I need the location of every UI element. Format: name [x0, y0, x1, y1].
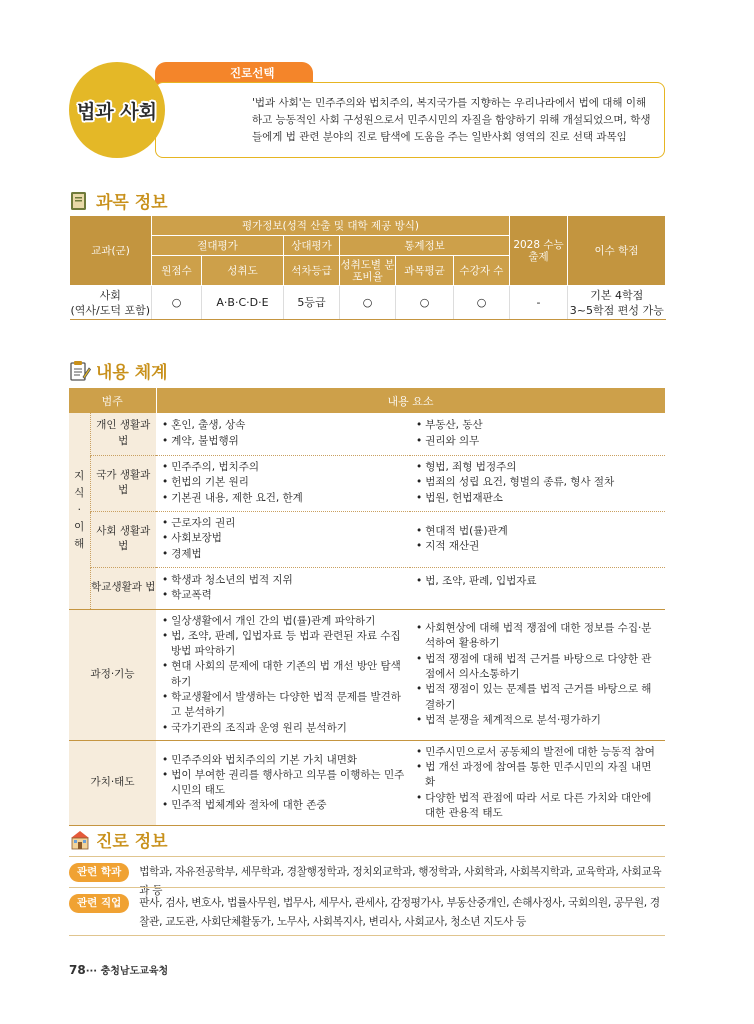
cell-group: 사회 (역사/도덕 포함)	[70, 286, 152, 320]
table-row	[69, 511, 665, 567]
dept-text: 법학과, 자유전공학부, 세무학과, 경찰행정학과, 정치외교학과, 행정학과, 사회학과, 사회복지학과, 교육학과, 사회교육과 등	[139, 866, 662, 897]
cell-suneung: -	[510, 286, 568, 320]
header-elements: 내용 요소	[156, 388, 665, 413]
section-title: 내용 체계	[96, 363, 168, 383]
row-right: • 현대적 법(률)관계 • 지적 재산권	[410, 511, 665, 567]
cell-count: ○	[454, 286, 510, 320]
table-row	[69, 413, 665, 455]
row-label: 개인 생활과 법	[90, 413, 156, 455]
header-relative: 상대평가	[284, 236, 340, 256]
table-row	[69, 740, 665, 825]
header-achieve: 성취도	[202, 256, 284, 286]
subject-header	[69, 58, 669, 160]
header-stats: 통계정보	[340, 236, 510, 256]
book-icon	[69, 190, 89, 212]
cell-raw: ○	[152, 286, 202, 320]
row-label: 가치·태도	[69, 740, 156, 825]
divider	[69, 856, 665, 857]
header-credit: 이수 학점	[568, 216, 666, 286]
content-table	[69, 388, 666, 826]
row-right: • 형법, 죄형 법정주의 • 범죄의 성립 요건, 형벌의 종류, 형사 절차 • 법원, 헌법재판소	[410, 455, 665, 511]
school-icon	[69, 829, 89, 851]
page-footer	[69, 962, 168, 977]
knowledge-label: 지식·이해	[69, 413, 90, 609]
divider	[69, 887, 665, 888]
row-label: 사회 생활과 법	[90, 511, 156, 567]
row-label: 국가 생활과 법	[90, 455, 156, 511]
related-jobs	[69, 894, 665, 932]
row-label: 학교생활과 법	[90, 567, 156, 609]
section-career	[69, 827, 168, 852]
notepad-icon	[69, 360, 89, 382]
row-right: • 법, 조약, 판례, 입법자료	[410, 567, 665, 609]
job-text: 판사, 검사, 변호사, 법률사무원, 법무사, 세무사, 관세사, 감정평가사, 부동산중개인, 손해사정사, 국회의원, 공무원, 경찰관, 교도관, 사회단체활동가, 노무사, 사회복지사, 변리사, 사회교사, 청소년 지도사 등	[139, 897, 660, 928]
footer-org: 충청남도교육청	[100, 966, 169, 977]
divider	[69, 935, 665, 936]
header-eval: 평가정보(성적 산출 및 대학 제공 방식)	[152, 216, 510, 236]
cell-achieve: A·B·C·D·E	[202, 286, 284, 320]
header-ratio: 성취도별 분포비율	[340, 256, 396, 286]
header-absolute: 절대평가	[152, 236, 284, 256]
section-content	[69, 358, 168, 383]
cell-avg: ○	[396, 286, 454, 320]
cell-rank: 5등급	[284, 286, 340, 320]
job-label: 관련 직업	[69, 894, 129, 913]
section-subject-info	[69, 188, 168, 213]
dept-label: 관련 학과	[69, 863, 129, 882]
table-row	[69, 567, 665, 609]
row-left: • 민주주의, 법치주의 • 헌법의 기본 원리 • 기본권 내용, 제한 요건, 한계	[156, 455, 410, 511]
row-label: 과정·기능	[69, 609, 156, 740]
section-title: 진로 정보	[96, 832, 168, 852]
category-tag: 진로선택	[155, 62, 313, 84]
header-suneung: 2028 수능 출제	[510, 216, 568, 286]
row-left: • 민주주의와 법치주의의 기본 가치 내면화 • 법이 부여한 권리를 행사하고 의무를 이행하는 민주시민의 태도 • 민주적 법체계와 절차에 대한 존중	[156, 740, 410, 825]
header-group: 교과(군)	[70, 216, 152, 286]
row-left: • 학생과 청소년의 법적 지위 • 학교폭력	[156, 567, 410, 609]
row-left: • 혼인, 출생, 상속 • 계약, 불법행위	[156, 413, 410, 455]
subject-description: '법과 사회'는 민주주의와 법치주의, 복지국가를 지향하는 우리나라에서 법에 대해 이해하고 능동적인 사회 구성원으로서 민주시민의 자질을 함양하기 위해 개설되었으며, 학생들에게 법 관련 분야의 진로 탐색에 도움을 주는 일반사회 영역의 진로 선택 과목임	[155, 82, 665, 158]
cell-credit: 기본 4학점 3~5학점 편성 가능	[568, 286, 666, 320]
header-rank: 석차등급	[284, 256, 340, 286]
row-left: • 근로자의 권리 • 사회보장법 • 경제법	[156, 511, 410, 567]
header-raw: 원점수	[152, 256, 202, 286]
page-number: 78	[69, 963, 86, 977]
table-row	[69, 609, 665, 740]
subject-info-table	[69, 215, 666, 320]
row-right: • 부동산, 동산 • 권리와 의무	[410, 413, 665, 455]
section-title: 과목 정보	[96, 193, 168, 213]
footer-dots: ···	[85, 966, 98, 977]
header-count: 수강자 수	[454, 256, 510, 286]
table-row	[69, 455, 665, 511]
row-right: • 사회현상에 대해 법적 쟁점에 대한 정보를 수집·분석하여 활용하기 • 법적 쟁점에 대해 법적 근거를 바탕으로 다양한 관점에서 의사소통하기 • 법적 쟁점이 있는 문제를 법적 근거를 바탕으로 해결하기 • 법적 분쟁을 체계적으로 분석·평가하기	[410, 609, 665, 740]
subject-title: 법과 사회	[69, 62, 165, 158]
row-left: • 일상생활에서 개인 간의 법(률)관계 파악하기 • 법, 조약, 판례, 입법자료 등 법과 관련된 자료 수집 방법 파악하기 • 현대 사회의 문제에 대한 기존의 법 개선 방안 탐색하기 • 학교생활에서 발생하는 다양한 법적 문제를 발견하고 분석하기 • 국가기관의 조직과 운영 원리 분석하기	[156, 609, 410, 740]
table-row	[70, 286, 666, 320]
cell-ratio: ○	[340, 286, 396, 320]
header-category: 범주	[69, 388, 156, 413]
header-avg: 과목평균	[396, 256, 454, 286]
row-right: • 민주시민으로서 공동체의 발전에 대한 능동적 참여 • 법 개선 과정에 참여를 통한 민주시민의 자질 내면화 • 다양한 법적 관점에 따라 서로 다른 가치와 대안에 대한 관용적 태도	[410, 740, 665, 825]
